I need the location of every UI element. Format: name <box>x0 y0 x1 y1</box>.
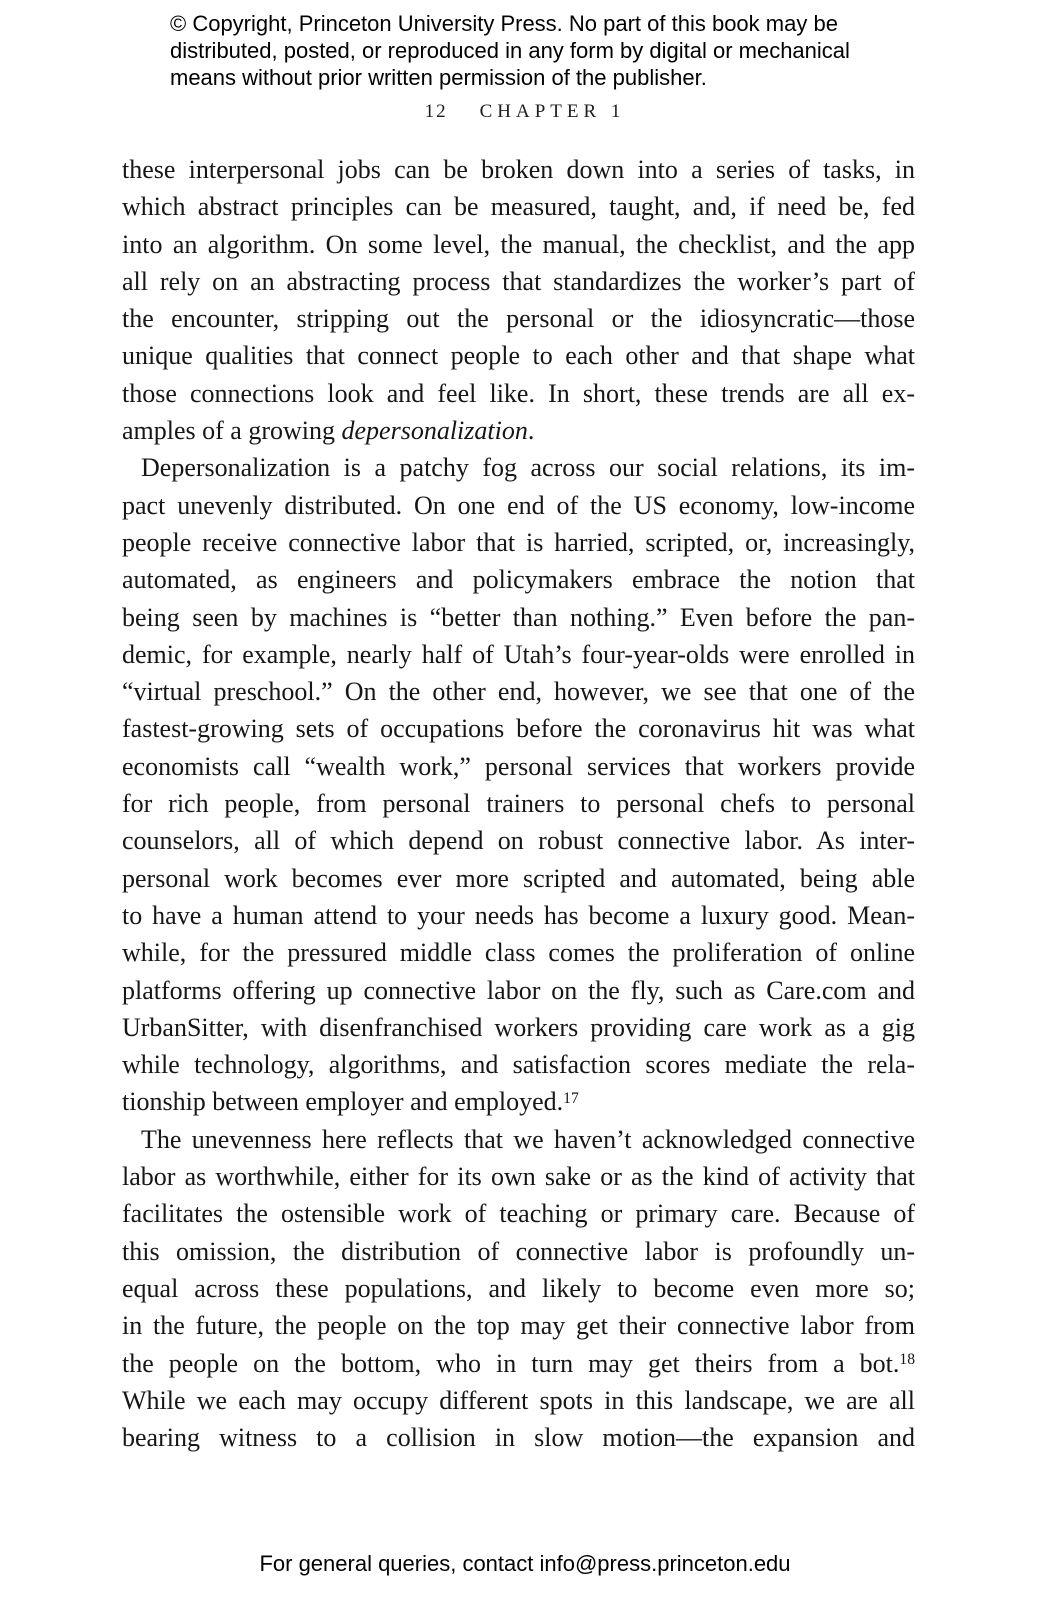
footer-contact <box>0 1551 1050 1577</box>
body-line: “virtual preschool.” On the other end, however, we see that one of the <box>122 677 915 707</box>
body-line: personal work becomes ever more scripted and automated, being able <box>122 863 915 893</box>
body-line: while technology, algorithms, and satisfaction scores mediate the rela- <box>122 1050 915 1080</box>
body-line: the encounter, stripping out the personal or the idiosyncratic—those <box>122 304 915 334</box>
copyright-notice <box>170 10 850 91</box>
body-line: economists call “wealth work,” personal services that workers provide <box>122 751 915 781</box>
body-line: While we each may occupy different spots in this landscape, we are all <box>122 1385 915 1415</box>
body-line: this omission, the distribution of connective labor is profoundly un- <box>122 1236 915 1266</box>
copyright-line-1: © Copyright, Princeton University Press. No part of this book may be <box>170 11 838 36</box>
body-line: counselors, all of which depend on robust connective labor. As inter- <box>122 826 915 856</box>
page-number: 12 <box>424 101 448 122</box>
footer-contact-text: For general queries, contact info@press.princeton.edu <box>259 1551 791 1576</box>
body-line: labor as worthwhile, either for its own sake or as the kind of activity that <box>122 1162 915 1192</box>
body-line: all rely on an abstracting process that standardizes the worker’s part of <box>122 266 915 296</box>
body-line: in the future, the people on the top may get their connective labor from <box>122 1311 915 1341</box>
body-line: facilitates the ostensible work of teaching or primary care. Because of <box>122 1199 915 1229</box>
body-line: pact unevenly distributed. On one end of the US economy, low-income <box>122 490 915 520</box>
body-line: amples of a growing depersonalization. <box>122 416 535 446</box>
copyright-line-2: distributed, posted, or reproduced in any form by digital or mechanical <box>170 38 850 63</box>
body-line: platforms offering up connective labor on the fly, such as Care.com and <box>122 975 915 1005</box>
chapter-label: CHAPTER 1 <box>479 101 626 122</box>
body-line: The unevenness here reflects that we haven’t acknowledged connective <box>141 1124 915 1154</box>
body-line: equal across these populations, and likely to become even more so; <box>122 1273 915 1303</box>
body-text <box>122 151 915 1456</box>
body-line: Depersonalization is a patchy fog across our social relations, its im- <box>141 453 915 483</box>
body-line: those connections look and feel like. In short, these trends are all ex- <box>122 378 915 408</box>
body-line: unique qualities that connect people to each other and that shape what <box>122 341 915 371</box>
running-head <box>0 101 1050 123</box>
body-line: UrbanSitter, with disenfranchised workers providing care work as a gig <box>122 1012 915 1042</box>
body-line: automated, as engineers and policymakers embrace the notion that <box>122 565 915 595</box>
body-line: demic, for example, nearly half of Utah’s four-year-olds were enrolled in <box>122 639 915 669</box>
body-line: for rich people, from personal trainers to personal chefs to personal <box>122 789 915 819</box>
body-line: being seen by machines is “better than nothing.” Even before the pan- <box>122 602 915 632</box>
body-line: which abstract principles can be measured, taught, and, if need be, fed <box>122 192 915 222</box>
body-line: people receive connective labor that is harried, scripted, or, increasingly, <box>122 527 915 557</box>
body-line: to have a human attend to your needs has become a luxury good. Mean- <box>122 900 915 930</box>
body-line: fastest-growing sets of occupations before the coronavirus hit was what <box>122 714 915 744</box>
body-line: into an algorithm. On some level, the manual, the checklist, and the app <box>122 229 915 259</box>
body-line: the people on the bottom, who in turn may get theirs from a bot.$^{18}$ <box>122 1348 915 1378</box>
body-line: these interpersonal jobs can be broken down into a series of tasks, in <box>122 155 915 184</box>
copyright-line-3: means without prior written permission of the publisher. <box>170 65 707 90</box>
body-line: bearing witness to a collision in slow motion—the expansion and <box>122 1423 915 1453</box>
body-line: while, for the pressured middle class comes the proliferation of online <box>122 938 915 968</box>
body-line: tionship between employer and employed.$^{17}$ <box>122 1087 579 1117</box>
